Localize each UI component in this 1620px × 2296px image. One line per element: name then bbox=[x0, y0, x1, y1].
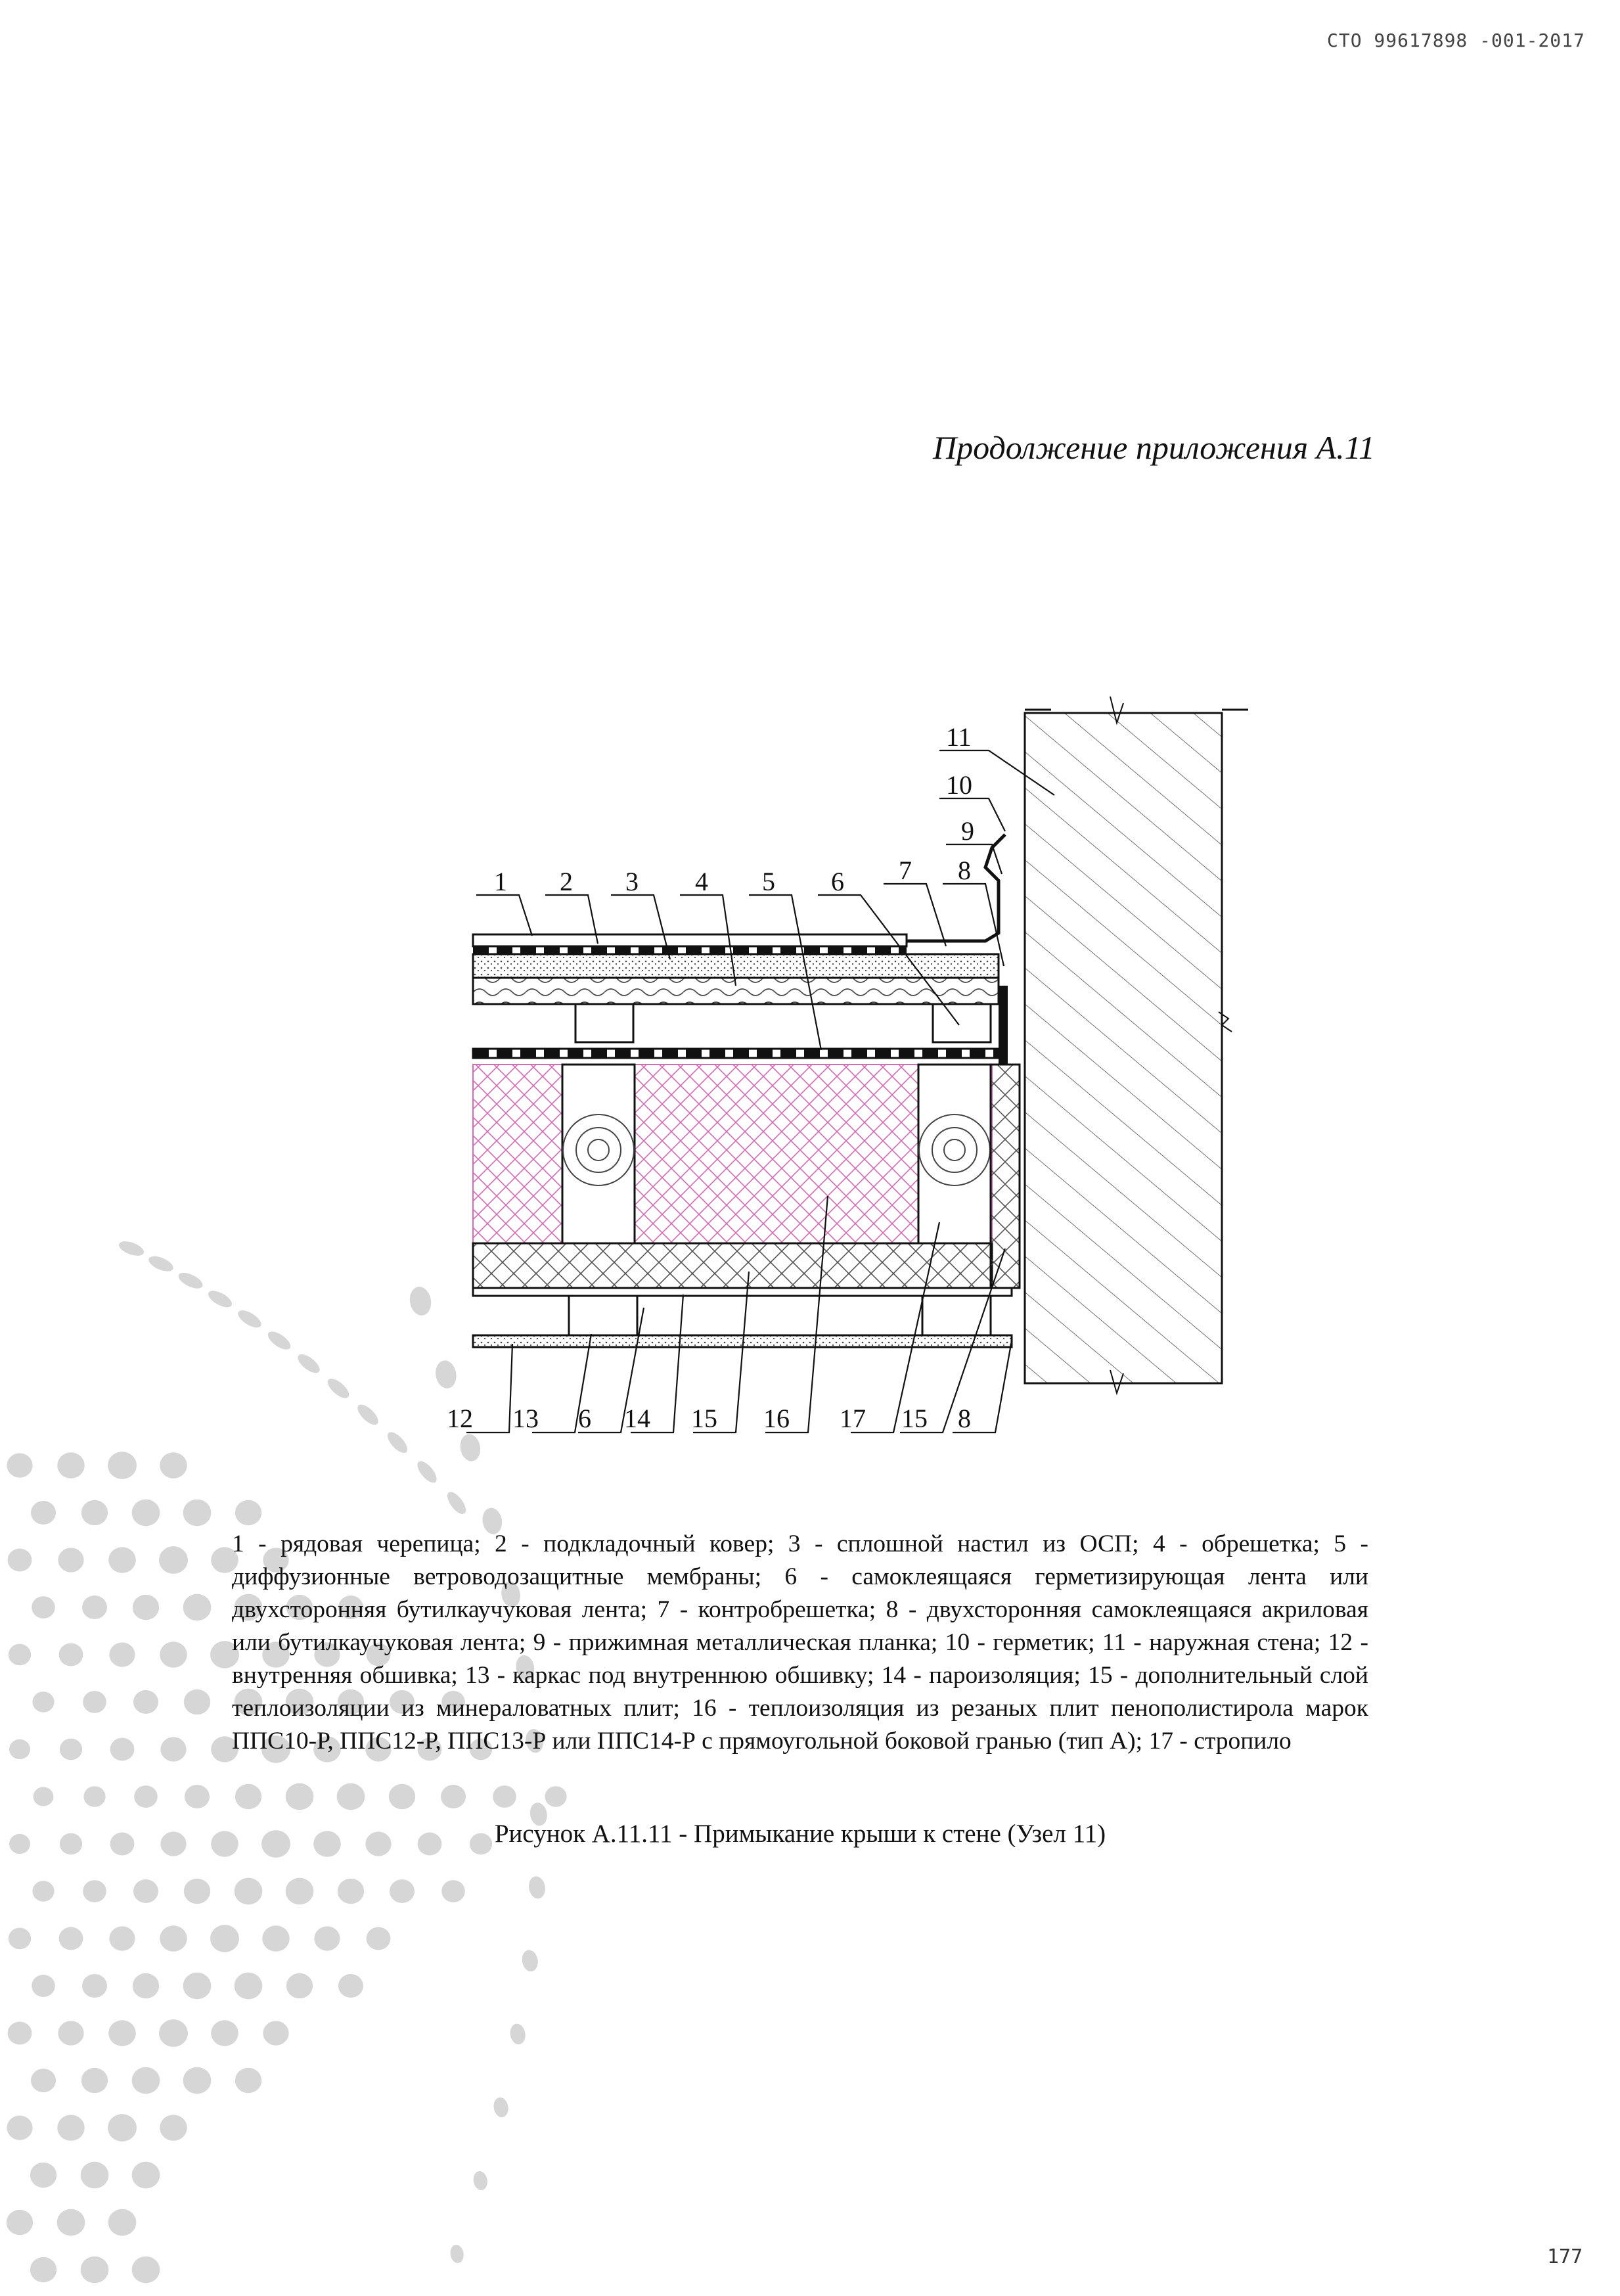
watermark-dot bbox=[183, 2067, 212, 2094]
callout-1: 1 bbox=[494, 867, 507, 896]
watermark-dot bbox=[160, 1925, 187, 1952]
watermark-dot bbox=[110, 1833, 135, 1856]
watermark-dot bbox=[60, 1739, 82, 1760]
watermark-dot bbox=[235, 1307, 263, 1331]
watermark-dot bbox=[108, 1547, 136, 1573]
callout-3: 3 bbox=[625, 867, 639, 896]
watermark-dot bbox=[263, 2021, 288, 2045]
watermark-dot bbox=[434, 1359, 459, 1390]
roof-section bbox=[473, 835, 1020, 1347]
watermark-dot bbox=[133, 1595, 159, 1620]
watermark-dot bbox=[9, 1834, 30, 1854]
callout-8: 8 bbox=[958, 856, 971, 885]
watermark-dot bbox=[132, 2067, 160, 2094]
watermark-dot bbox=[9, 1644, 31, 1666]
watermark-dot bbox=[117, 1239, 146, 1259]
callout-2: 2 bbox=[560, 867, 573, 896]
watermark-dot bbox=[492, 2096, 510, 2119]
watermark-dot bbox=[57, 2209, 85, 2236]
watermark-dot bbox=[30, 2163, 56, 2188]
watermark-dot bbox=[34, 1787, 54, 1806]
callout-13: 13 bbox=[512, 1404, 539, 1433]
watermark-dot bbox=[286, 1878, 314, 1905]
watermark-dot bbox=[83, 1880, 106, 1902]
watermark-dot bbox=[444, 1489, 469, 1517]
watermark-dot bbox=[81, 1500, 108, 1525]
watermark-dot bbox=[82, 1974, 107, 1998]
figure-caption: Рисунок А.11.11 - Примыкание крыши к стене (Узел 11) bbox=[494, 1820, 1106, 1848]
watermark-dot bbox=[133, 1879, 158, 1903]
callout-15b: 15 bbox=[901, 1404, 928, 1433]
watermark-dot bbox=[81, 2257, 109, 2284]
exterior-wall bbox=[1025, 697, 1248, 1393]
figure-legend: 1 - рядовая черепица; 2 - подкладочный ковер; 3 - сплошной настил из ОСП; 4 - обрешетка; 5 - диффузионные ветроводозащитные мембраны; 6 - самоклеящаяся герметизирующая лента или двухсторонняя бутилкаучуковая лента; 7 - контробрешетка; 8 - двухсторонняя самоклеящаяся акриловая или бутилкаучуковая лента; 9 - прижимная металлическая планка; 10 - герметик; 11 - наружная стена; 12 - внутренняя обшивка; 13 - каркас под внутреннюю обшивку; 14 - пароизоляция; 15 - дополнительный слой теплоизоляции из минераловатных плит; 16 - теплоизоляция из резаных плит пенополистирола марок ППС10-Р, ППС12-Р, ППС13-Р или ППС14-Р с прямоугольной боковой гранью (тип А); 17 - стропило bbox=[232, 1530, 1368, 1755]
watermark-dot bbox=[441, 1785, 466, 1808]
watermark-dot bbox=[146, 1253, 175, 1274]
watermark-dot bbox=[7, 1453, 32, 1477]
watermark-dot bbox=[458, 1433, 482, 1463]
callout-16: 16 bbox=[763, 1404, 790, 1433]
watermark-dot bbox=[389, 1784, 415, 1809]
watermark-dots bbox=[7, 1239, 567, 2284]
watermark-dot bbox=[235, 2068, 261, 2093]
watermark-dot bbox=[183, 1594, 212, 1621]
watermark-dot bbox=[176, 1270, 205, 1292]
watermark-dot bbox=[7, 2115, 32, 2140]
callout-17: 17 bbox=[840, 1404, 866, 1433]
watermark-dot bbox=[441, 1880, 465, 1902]
watermark-dot bbox=[160, 1452, 187, 1479]
watermark-dot bbox=[183, 1973, 212, 2000]
watermark-dot bbox=[160, 1642, 187, 1668]
watermark-dot bbox=[160, 1737, 186, 1761]
watermark-dot bbox=[414, 1458, 440, 1486]
watermark-dot bbox=[338, 1974, 363, 1998]
watermark-dot bbox=[211, 2020, 238, 2046]
watermark-dot bbox=[265, 1328, 293, 1353]
watermark-dot bbox=[134, 1785, 158, 1808]
continuation-title: Продолжение приложения А.11 bbox=[933, 429, 1375, 466]
watermark-dot bbox=[449, 2243, 465, 2264]
watermark-dot bbox=[57, 1452, 85, 1479]
watermark-dot bbox=[58, 1548, 83, 1572]
watermark-dot bbox=[159, 1546, 188, 1574]
watermark-dot bbox=[9, 1928, 31, 1950]
watermark-dot bbox=[295, 1351, 323, 1377]
watermark-dot bbox=[108, 2020, 136, 2046]
watermark-dot bbox=[132, 1500, 160, 1527]
watermark-dot bbox=[132, 2257, 160, 2284]
watermark-dot bbox=[58, 2021, 83, 2045]
watermark-dot bbox=[32, 1691, 54, 1712]
watermark-dot bbox=[160, 2115, 187, 2141]
watermark-dot bbox=[9, 1739, 30, 1759]
watermark-dot bbox=[314, 1926, 340, 1950]
watermark-dot bbox=[7, 2210, 33, 2235]
watermark-dot bbox=[31, 2069, 56, 2092]
watermark-dot bbox=[108, 1452, 137, 1479]
watermark-dot bbox=[81, 2068, 108, 2093]
watermark-dot bbox=[133, 1973, 159, 1998]
callout-10: 10 bbox=[946, 770, 972, 800]
callout-15: 15 bbox=[691, 1404, 717, 1433]
watermark-dot bbox=[390, 1879, 415, 1903]
watermark-dot bbox=[132, 2162, 160, 2189]
watermark-dot bbox=[286, 1783, 314, 1810]
watermark-dot bbox=[30, 2257, 56, 2282]
watermark-dot bbox=[184, 1689, 210, 1714]
watermark-dot bbox=[109, 1926, 135, 1950]
watermark-dot bbox=[472, 2170, 489, 2191]
callout-9: 9 bbox=[961, 816, 974, 846]
watermark-dot bbox=[8, 1549, 32, 1572]
watermark-dot bbox=[206, 1287, 235, 1310]
watermark-dot bbox=[325, 1375, 352, 1402]
watermark-dot bbox=[133, 1690, 158, 1714]
callout-8b: 8 bbox=[958, 1404, 971, 1433]
watermark-dot bbox=[32, 1596, 55, 1619]
watermark-dot bbox=[60, 1833, 82, 1855]
watermark-dot bbox=[185, 1785, 210, 1808]
watermark-dot bbox=[493, 1785, 516, 1808]
callout-12: 12 bbox=[447, 1404, 473, 1433]
watermark-dot bbox=[59, 1643, 83, 1666]
watermark-dot bbox=[527, 1875, 547, 1900]
watermark-dot bbox=[367, 1927, 391, 1950]
watermark-dot bbox=[262, 1925, 290, 1952]
watermark-dot bbox=[235, 1784, 261, 1809]
watermark-dot bbox=[83, 1786, 105, 1807]
watermark-dot bbox=[110, 1738, 135, 1761]
watermark-dot bbox=[109, 1642, 135, 1666]
watermark-dot bbox=[8, 2022, 32, 2045]
callout-6: 6 bbox=[831, 867, 844, 896]
page-number: 177 bbox=[1547, 2245, 1583, 2268]
watermark-dot bbox=[338, 1879, 364, 1904]
watermark-dot bbox=[545, 1786, 566, 1807]
watermark-dot bbox=[235, 1973, 263, 2000]
callout-6b: 6 bbox=[578, 1404, 591, 1433]
watermark-dot bbox=[31, 1501, 56, 1525]
watermark-dot bbox=[520, 1949, 539, 1973]
watermark-dot bbox=[81, 2162, 109, 2189]
watermark-dot bbox=[108, 2114, 137, 2142]
watermark-dot bbox=[286, 1973, 313, 1998]
watermark-dot bbox=[407, 1285, 433, 1318]
watermark-dot bbox=[354, 1401, 381, 1428]
watermark-dot bbox=[337, 1783, 365, 1810]
watermark-dot bbox=[160, 1831, 186, 1856]
callout-5: 5 bbox=[762, 867, 775, 896]
watermark-dot bbox=[508, 2023, 527, 2046]
callout-11: 11 bbox=[946, 722, 972, 752]
watermark-dot bbox=[184, 1879, 210, 1904]
watermark-dot bbox=[82, 1596, 107, 1619]
watermark-dot bbox=[183, 1500, 212, 1527]
watermark-dot bbox=[59, 1927, 83, 1950]
watermark-dot bbox=[57, 2115, 85, 2141]
watermark-dot bbox=[384, 1429, 411, 1456]
watermark-dot bbox=[32, 1881, 54, 1902]
watermark-dot bbox=[159, 2019, 188, 2047]
watermark-dot bbox=[235, 1500, 261, 1525]
watermark-dot bbox=[83, 1691, 106, 1713]
document-code: СТО 99617898 -001-2017 bbox=[1327, 30, 1585, 51]
watermark-dot bbox=[32, 1975, 55, 1997]
watermark-dot bbox=[235, 1878, 263, 1905]
callout-14: 14 bbox=[624, 1404, 650, 1433]
callout-7: 7 bbox=[899, 856, 912, 885]
callout-4: 4 bbox=[695, 867, 708, 896]
watermark-dot bbox=[108, 2209, 137, 2236]
watermark-dot bbox=[210, 1925, 239, 1952]
